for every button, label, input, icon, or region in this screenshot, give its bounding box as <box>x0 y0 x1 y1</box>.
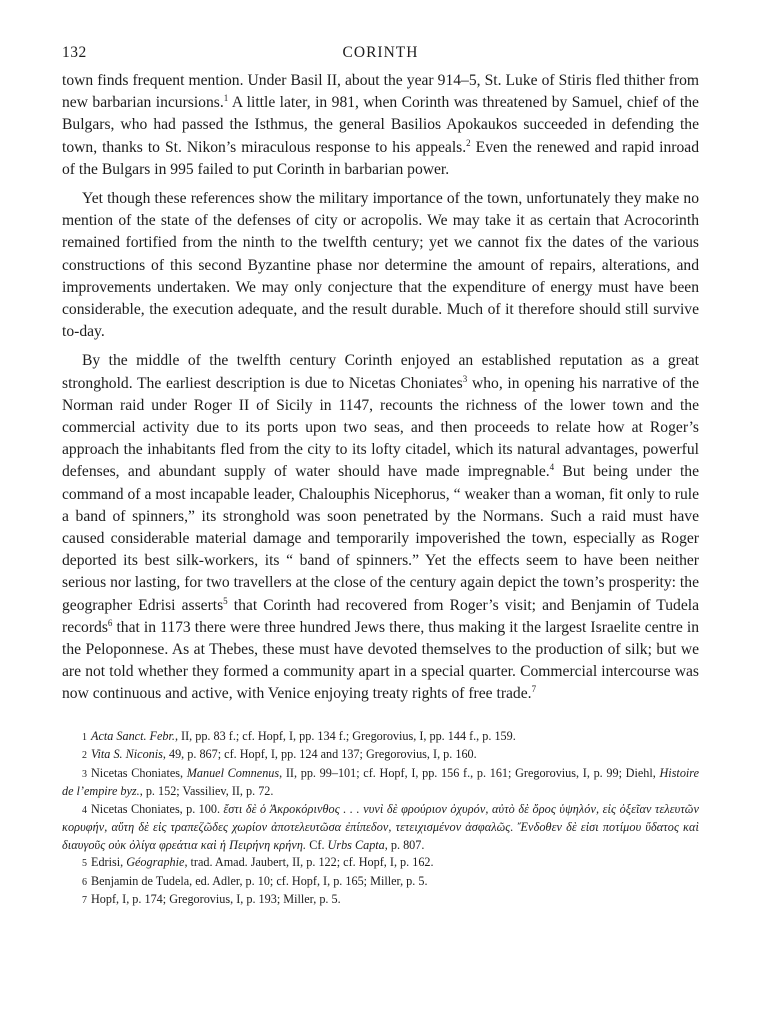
body-text <box>62 70 699 706</box>
footnote-text: ἔστι δὲ ὁ Ἀκροκόρινθος . . . νυνὶ δὲ φρούριον ὀχυρόν, αὐτὸ δὲ ὄρος ὑψηλόν, εἰς ὀξεῖαν τελευτῶν κορυφήν, αὕτη δὲ εἰς τραπεζῶδες χωρίον ἀποτελευτῶσα ἐπίπεδον, τετειχισμένον ἀσφαλῶς. Ἔνδοθεν δὲ εἰσι ποτίμου ὕδατος καὶ διαυγοῦς οὐκ ὀλίγα φρεάτια καὶ ἡ Πειρήνη κρήνη. <box>62 801 700 852</box>
footnote-6 <box>62 873 699 892</box>
footnote-text: Benjamin de Tudela, ed. Adler, p. 10; cf. Hopf, I, p. 165; Miller, p. 5. <box>91 873 428 888</box>
text-run: that in 1173 there were three hundred Jews there, thus making it the largest Israelite centre in the Peloponnese. As at Thebes, these must have devoted themselves to the production of silk; but we are not told whether they formed a community apart in a special quarter. Commercial intercourse was now continuous and active, with Venice enjoying treaty rights of free trade. <box>62 618 699 703</box>
footnote-7 <box>62 891 699 910</box>
paragraph-3 <box>62 350 699 705</box>
footnote-text: , p. 152; Vassiliev, II, p. 72. <box>139 784 274 799</box>
footnote-number: 4 <box>82 804 87 816</box>
text-run: Yet though these references show the military importance of the town, unfortunately they make no mention of the state of the defenses of city or acropolis. We may take it as certain that Acrocorinth remained fortified from the ninth to the twelfth century; yet we cannot fix the dates of the various constructions of this second Byzantine phase nor determine the amount of repairs, alterations, and improvements undertaken. We may only conjecture that the expenditure of energy must have been considerable, the execution adequate, and the result durable. Much of it therefore should still survive to-day. <box>62 190 699 341</box>
footnote-3 <box>62 765 699 801</box>
text-run: A little later, in 981, when Corinth was threatened by Samuel, chief of the Bulgars, who had passed the Isthmus, the general Basilios Apokaukos succeeded in defending the town, thanks to St. Nikon’s miraculous response to his appeals. <box>62 94 699 156</box>
footnote-text: Manuel Comnenus <box>186 765 280 780</box>
footnote-number: 5 <box>82 858 87 870</box>
footnote-4 <box>62 801 699 855</box>
footnote-ref[interactable]: 5 <box>223 595 228 606</box>
footnote-text: Géographie <box>126 855 185 870</box>
footnote-2 <box>62 746 699 765</box>
footnote-text: Histoire de l’empire byz. <box>62 765 699 799</box>
text-run: who, in opening his narrative of the Norman raid under Roger II of Sicily in 1147, recounts the richness of the lower town and the commercial activity due to its ports upon two seas, and then proceeds to relate how at Roger’s approach the inhabitants fled from the city to its lofty citadel, which its natural advantages, powerful defenses, and abundant supply of water should have made impregnable. <box>62 374 699 481</box>
footnote-number: 2 <box>82 750 87 762</box>
text-run: Even the renewed and rapid inroad of the Bulgars in 995 failed to put Corinth in barbarian power. <box>62 138 700 178</box>
footnote-ref[interactable]: 1 <box>223 93 229 104</box>
text-run: By the middle of the twelfth century Corinth enjoyed an established reputation as a great stronghold. The earliest description is due to Nicetas Choniates <box>62 352 699 392</box>
footnote-ref[interactable]: 2 <box>466 137 471 148</box>
footnote-text: , II, pp. 99–101; cf. Hopf, I, pp. 156 f., p. 161; Gregorovius, I, p. 99; Diehl, <box>279 765 660 780</box>
footnote-ref[interactable]: 3 <box>462 373 468 384</box>
running-title: CORINTH <box>342 44 419 61</box>
text-run: town finds frequent mention. Under Basil II, about the year 914–5, St. Luke of Stiris fled thither from new barbarian incursions. <box>62 72 699 112</box>
text-run: that Corinth had recovered from Roger’s visit; and Benjamin of Tudela records <box>62 596 699 636</box>
footnote-text: , II, pp. 83 f.; cf. Hopf, I, pp. 134 f.; Gregorovius, I, pp. 144 f., p. 159. <box>174 728 516 743</box>
page-number: 132 <box>62 44 87 61</box>
footnote-1 <box>62 728 699 747</box>
footnote-number: 1 <box>82 731 87 743</box>
footnote-text: Cf. <box>306 837 328 852</box>
footnote-ref[interactable]: 6 <box>107 617 113 628</box>
footnote-ref[interactable]: 7 <box>531 684 537 695</box>
footnote-ref[interactable]: 4 <box>549 462 555 473</box>
footnote-text: Edrisi, <box>91 855 127 870</box>
footnote-text: Nicetas Choniates, p. 100. <box>91 801 224 816</box>
footnote-text: Nicetas Choniates, <box>91 765 187 780</box>
footnote-5 <box>62 854 699 873</box>
footnote-number: 6 <box>82 876 87 888</box>
footnote-text: Urbs Capta <box>327 837 385 852</box>
paragraph-1 <box>62 70 699 181</box>
running-head <box>62 44 699 70</box>
text-run: But being under the command of a most incapable leader, Chalouphis Nicephorus, “ weaker than a woman, fit only to rule a band of spinners,” its stronghold was soon penetrated by the Normans. Such a raid must have caused considerable material damage and temporarily impoverished the town, especially as Roger deported its best silk-workers, its “ band of spinners.” Yet the effects seem to have been neither serious nor lasting, for two travellers at the close of the century again depict the town’s prosperity: the geographer Edrisi asserts <box>62 463 699 614</box>
footnote-number: 7 <box>82 895 87 907</box>
footnote-text: , p. 807. <box>384 837 425 852</box>
footnotes <box>62 728 699 910</box>
footnote-text: , 49, p. 867; cf. Hopf, I, pp. 124 and 137; Gregorovius, I, p. 160. <box>162 747 477 762</box>
footnote-text: Hopf, I, p. 174; Gregorovius, I, p. 193; Miller, p. 5. <box>91 892 341 907</box>
footnote-number: 3 <box>82 768 87 780</box>
footnote-text: Acta Sanct. Febr. <box>91 728 175 743</box>
footnote-text: , trad. Amad. Jaubert, II, p. 122; cf. Hopf, I, p. 162. <box>184 855 434 870</box>
footnote-text: Vita S. Niconis <box>91 747 163 762</box>
paragraph-2 <box>62 188 699 343</box>
